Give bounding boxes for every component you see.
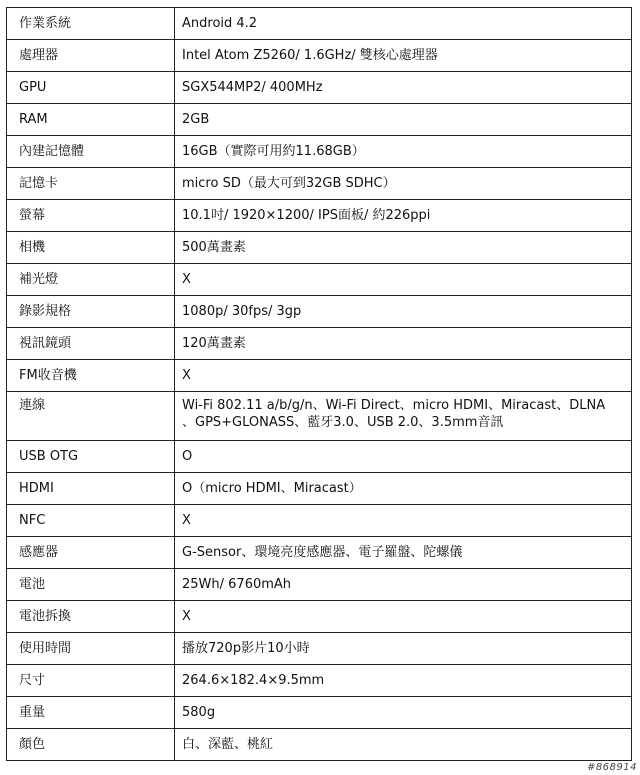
table-row: [7, 264, 632, 296]
row-value: X: [175, 505, 632, 537]
table-row: [7, 392, 632, 441]
table-row: [7, 360, 632, 392]
row-label: 相機: [7, 232, 175, 264]
watermark: #868914: [586, 762, 637, 773]
row-value: X: [175, 360, 632, 392]
row-label: 尺寸: [7, 665, 175, 697]
row-label: 視訊鏡頭: [7, 328, 175, 360]
row-value: Intel Atom Z5260/ 1.6GHz/ 雙核心處理器: [175, 40, 632, 72]
table-row: [7, 296, 632, 328]
table-row: [7, 136, 632, 168]
table-row: [7, 168, 632, 200]
row-label: 使用時間: [7, 633, 175, 665]
spec-table: [6, 7, 632, 761]
row-value: O（micro HDMI、Miracast）: [175, 473, 632, 505]
row-label: 電池拆換: [7, 601, 175, 633]
row-value: SGX544MP2/ 400MHz: [175, 72, 632, 104]
table-row: [7, 729, 632, 761]
row-value: 播放720p影片10小時: [175, 633, 632, 665]
table-row: [7, 441, 632, 473]
table-row: [7, 232, 632, 264]
row-value: 500萬畫素: [175, 232, 632, 264]
table-row: [7, 72, 632, 104]
row-value: 16GB（實際可用約11.68GB）: [175, 136, 632, 168]
row-value: 580g: [175, 697, 632, 729]
table-row: [7, 328, 632, 360]
row-label: 補光燈: [7, 264, 175, 296]
row-label: 錄影規格: [7, 296, 175, 328]
row-value: X: [175, 601, 632, 633]
row-label: FM收音機: [7, 360, 175, 392]
table-row: [7, 200, 632, 232]
row-value: 2GB: [175, 104, 632, 136]
row-value-line: 、GPS+GLONASS、藍牙3.0、USB 2.0、3.5mm音訊: [182, 415, 504, 430]
row-label: 重量: [7, 697, 175, 729]
row-value: micro SD（最大可到32GB SDHC）: [175, 168, 632, 200]
row-label: RAM: [7, 104, 175, 136]
row-value: G-Sensor、環境亮度感應器、電子羅盤、陀螺儀: [175, 537, 632, 569]
table-row: [7, 697, 632, 729]
table-row: [7, 104, 632, 136]
row-value: 120萬畫素: [175, 328, 632, 360]
row-value: [175, 392, 632, 441]
table-row: [7, 8, 632, 40]
table-row: [7, 665, 632, 697]
table-row: [7, 569, 632, 601]
table-row: [7, 473, 632, 505]
row-label: 螢幕: [7, 200, 175, 232]
row-label: 連線: [7, 392, 175, 441]
row-label: 內建記憶體: [7, 136, 175, 168]
row-label: 處理器: [7, 40, 175, 72]
row-label: 記憶卡: [7, 168, 175, 200]
table-row: [7, 633, 632, 665]
row-value: 10.1吋/ 1920×1200/ IPS面板/ 約226ppi: [175, 200, 632, 232]
table-row: [7, 505, 632, 537]
row-label: 電池: [7, 569, 175, 601]
row-value: X: [175, 264, 632, 296]
row-value: O: [175, 441, 632, 473]
row-value-line: Wi-Fi 802.11 a/b/g/n、Wi-Fi Direct、micro HDMI、Miracast、DLNA: [182, 398, 606, 413]
table-row: [7, 537, 632, 569]
row-label: NFC: [7, 505, 175, 537]
row-value: 白、深藍、桃紅: [175, 729, 632, 761]
row-label: 作業系統: [7, 8, 175, 40]
row-value: 1080p/ 30fps/ 3gp: [175, 296, 632, 328]
row-label: 顏色: [7, 729, 175, 761]
row-label: HDMI: [7, 473, 175, 505]
row-value: 25Wh/ 6760mAh: [175, 569, 632, 601]
table-row: [7, 601, 632, 633]
row-value: 264.6×182.4×9.5mm: [175, 665, 632, 697]
row-value: Android 4.2: [175, 8, 632, 40]
row-label: USB OTG: [7, 441, 175, 473]
row-label: 感應器: [7, 537, 175, 569]
table-row: [7, 40, 632, 72]
row-label: GPU: [7, 72, 175, 104]
